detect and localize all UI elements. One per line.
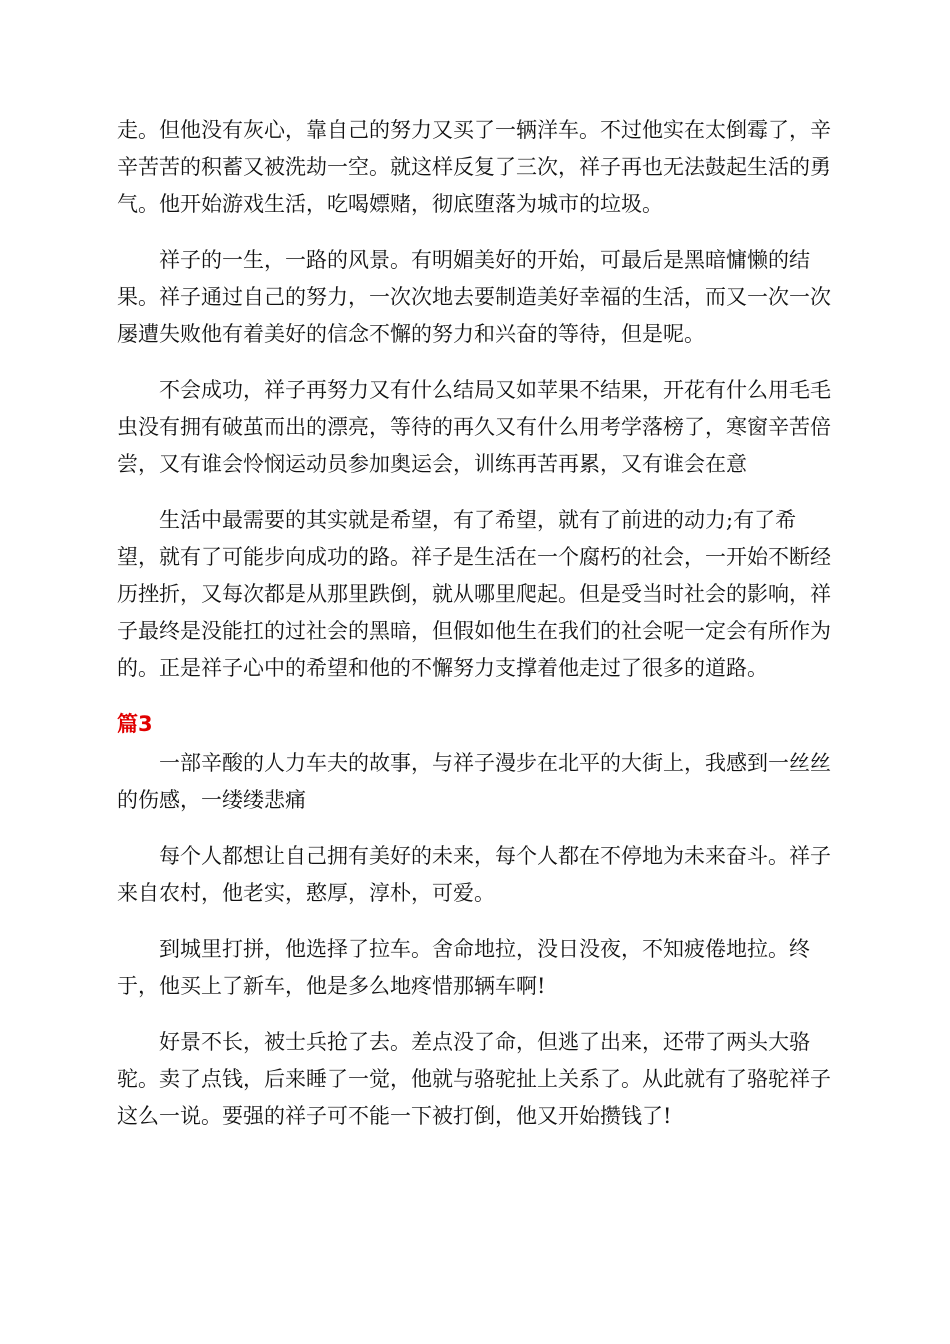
paragraph: 祥子的一生，一路的风景。有明媚美好的开始，可最后是黑暗慵懒的结果。祥子通过自己的努力，一次次地去要制造美好幸福的生活，而又一次一次屡遭失败他有着美好的信念不懈的努力和兴奋的等待，但是呢。 (117, 248, 831, 346)
paragraph: 不会成功，祥子再努力又有什么结局又如苹果不结果，开花有什么用毛毛虫没有拥有破茧而出的漂亮，等待的再久又有什么用考学落榜了，寒窗辛苦倍尝，又有谁会怜悯运动员参加奥运会，训练再苦再累，又有谁会在意 (117, 378, 831, 476)
paragraph: 好景不长，被士兵抢了去。差点没了命，但逃了出来，还带了两头大骆驼。卖了点钱，后来睡了一觉，他就与骆驼扯上关系了。从此就有了骆驼祥子这么一说。要强的祥子可不能一下被打倒，他又开始攒钱了! (117, 1030, 831, 1128)
paragraph-continued: 走。但他没有灰心，靠自己的努力又买了一辆洋车。不过他实在太倒霉了，辛辛苦苦的积蓄又被洗劫一空。就这样反复了三次，祥子再也无法鼓起生活的勇气。他开始游戏生活，吃喝嫖赌，彻底堕落为城市的垃圾。 (117, 118, 831, 216)
paragraph: 到城里打拼，他选择了拉车。舍命地拉，没日没夜，不知疲倦地拉。终于，他买上了新车，他是多么地疼惜那辆车啊! (117, 937, 810, 998)
section-heading: 篇3 (117, 712, 153, 736)
paragraph: 一部辛酸的人力车夫的故事，与祥子漫步在北平的大街上，我感到一丝丝的伤感，一缕缕悲痛 (117, 751, 831, 812)
paragraph: 每个人都想让自己拥有美好的未来，每个人都在不停地为未来奋斗。祥子来自农村，他老实，憨厚，淳朴，可爱。 (117, 844, 831, 905)
paragraph: 生活中最需要的其实就是希望，有了希望，就有了前进的动力;有了希望，就有了可能步向成功的路。祥子是生活在一个腐朽的社会，一开始不断经历挫折，又每次都是从那里跌倒，就从哪里爬起。但是受当时社会的影响，祥子最终是没能扛的过社会的黑暗，但假如他生在我们的社会呢一定会有所作为的。正是祥子心中的希望和他的不懈努力支撑着他走过了很多的道路。 (117, 508, 831, 680)
document-body (117, 112, 833, 1154)
